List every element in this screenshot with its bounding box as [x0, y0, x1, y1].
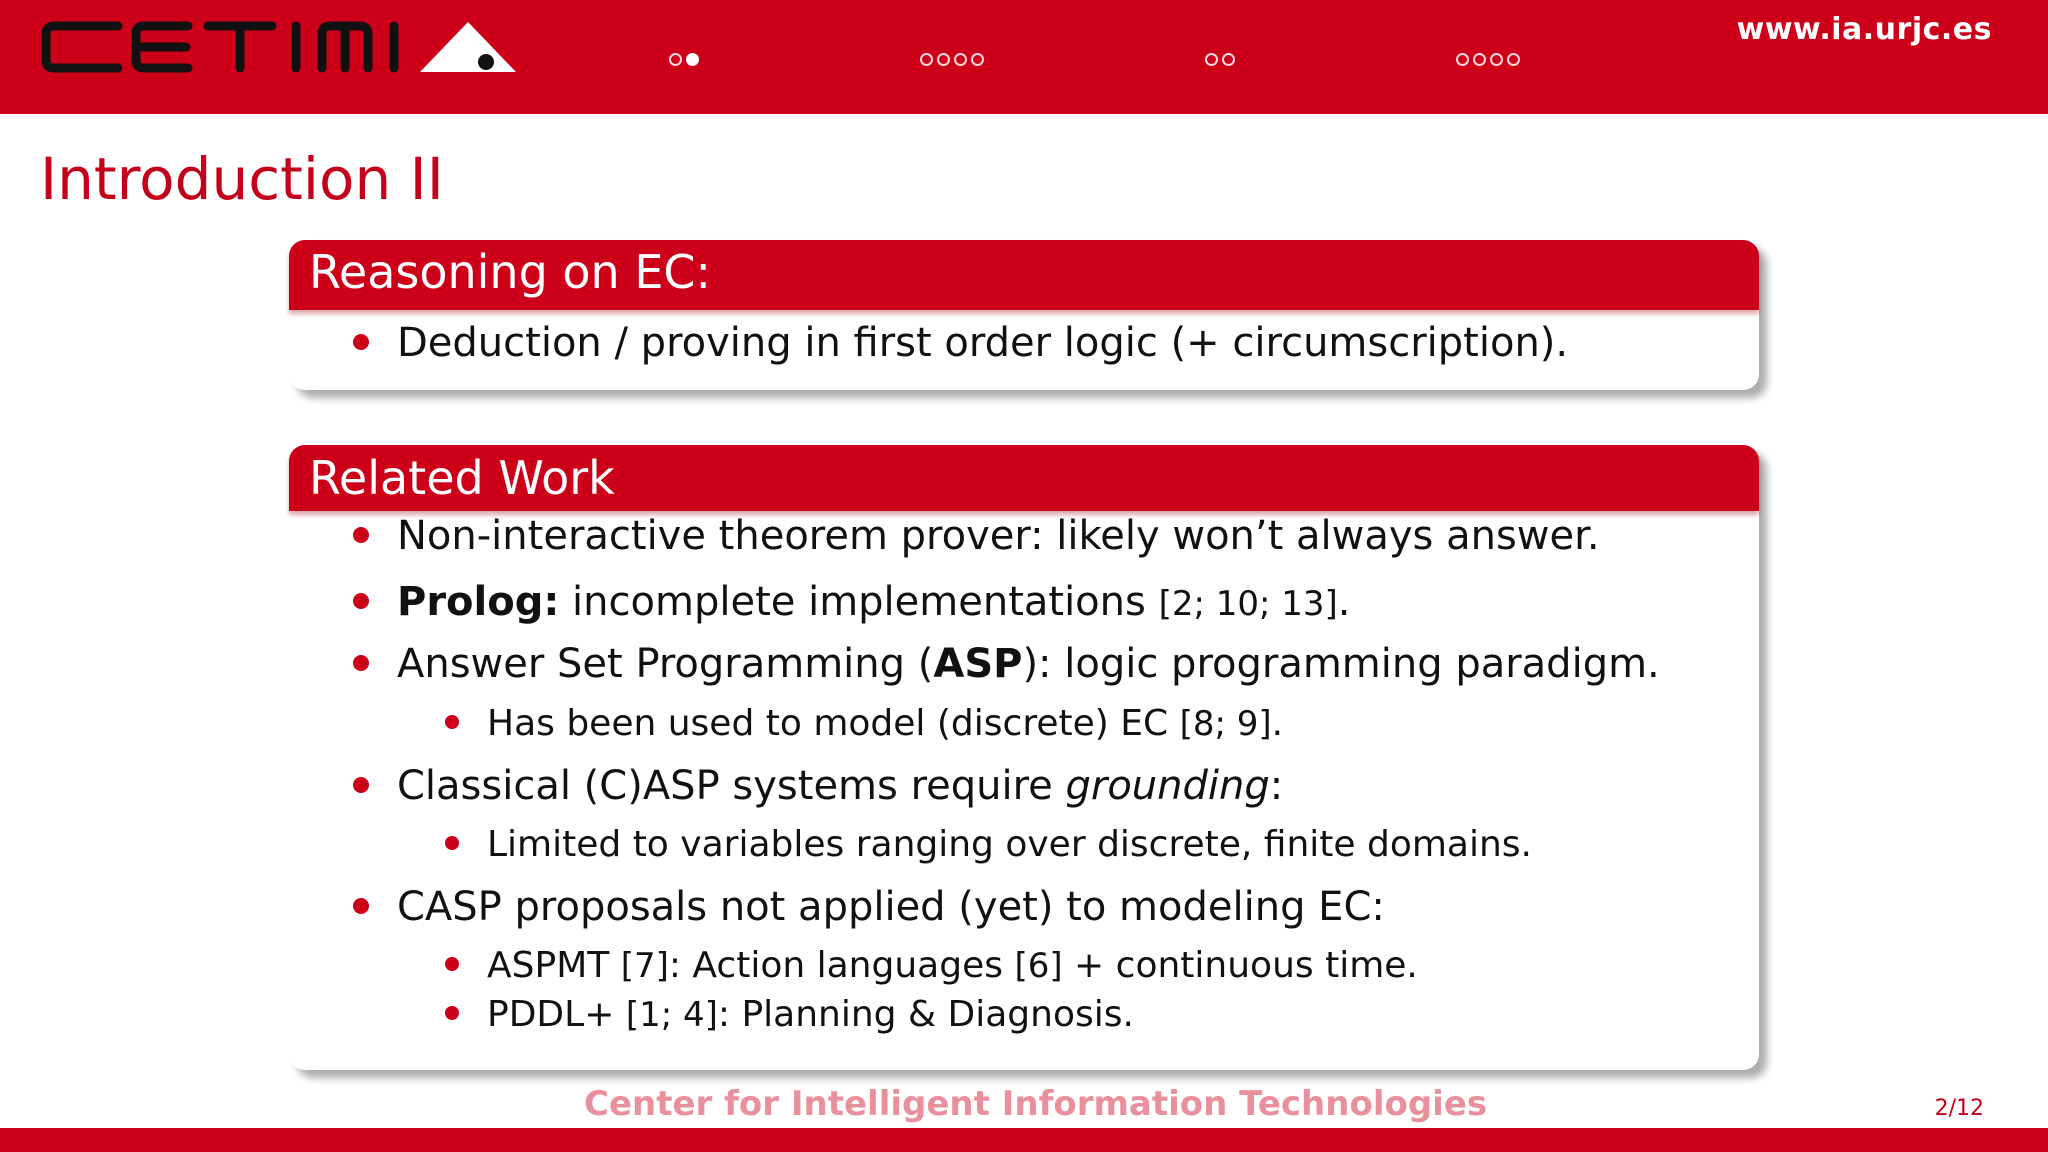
- nav-dot[interactable]: [1456, 53, 1469, 66]
- item-text: Has been used to model (discrete) EC: [487, 703, 1180, 744]
- nav-dot[interactable]: [1507, 53, 1520, 66]
- bullet-icon: [353, 777, 369, 793]
- item-text: Classical (C)ASP systems require: [397, 763, 1066, 809]
- nav-dot[interactable]: [954, 53, 967, 66]
- item-text: PDDL+: [487, 994, 626, 1035]
- bullet-icon: [353, 898, 369, 914]
- bullet-icon: [445, 1006, 459, 1020]
- nav-dot[interactable]: [1222, 53, 1235, 66]
- item-text: Deduction / proving in first order logic (+ circumscription).: [397, 320, 1569, 366]
- item-text-end: .: [1271, 703, 1284, 744]
- nav-dot-current[interactable]: [686, 53, 699, 66]
- item-text-end: + continuous time.: [1062, 945, 1418, 986]
- item-text-end: :: [1269, 763, 1284, 809]
- nav-section-2[interactable]: [920, 44, 984, 74]
- sub-list-item: [487, 824, 1532, 865]
- item-text-end: .: [1337, 579, 1351, 625]
- bullet-icon: [353, 593, 369, 609]
- footer-institution: Center for Intelligent Information Technologies: [584, 1084, 1488, 1124]
- bullet-icon: [353, 527, 369, 543]
- citation[interactable]: [7]: [620, 946, 669, 986]
- item-text: ASPMT: [487, 945, 621, 986]
- item-text: Answer Set Programming (: [397, 641, 934, 687]
- bullet-icon: [353, 334, 369, 350]
- item-text: CASP proposals not applied (yet) to modeling EC:: [397, 884, 1385, 930]
- related-work-block: [289, 445, 1759, 1070]
- reasoning-block-title: Reasoning on EC:: [289, 240, 1759, 310]
- item-bold-text: ASP: [933, 641, 1023, 687]
- website-link[interactable]: www.ia.urjc.es: [1736, 12, 1992, 47]
- item-italic-text: grounding: [1065, 763, 1270, 809]
- footer-bar: [0, 1128, 2048, 1152]
- list-item: [397, 320, 1568, 366]
- list-item: [397, 513, 1600, 559]
- item-text-mid: : Action languages: [668, 945, 1015, 986]
- nav-dot[interactable]: [937, 53, 950, 66]
- nav-section-4[interactable]: [1456, 44, 1520, 74]
- sub-list-item: [487, 994, 1134, 1035]
- nav-dot[interactable]: [1205, 53, 1218, 66]
- list-item: [397, 763, 1283, 809]
- reasoning-block: [289, 240, 1759, 390]
- header-bar: [0, 0, 2048, 114]
- list-item: [397, 641, 1660, 687]
- related-work-block-title: Related Work: [289, 445, 1759, 511]
- sub-list-item: [487, 703, 1283, 744]
- nav-dot[interactable]: [669, 53, 682, 66]
- citation[interactable]: [8; 9]: [1179, 704, 1272, 744]
- nav-dot[interactable]: [971, 53, 984, 66]
- nav-section-3[interactable]: [1205, 44, 1235, 74]
- item-text: incomplete implementations: [559, 579, 1159, 625]
- list-item: [397, 579, 1351, 625]
- citation[interactable]: [2; 10; 13]: [1158, 584, 1338, 624]
- nav-dot[interactable]: [1490, 53, 1503, 66]
- sub-list-item: [487, 945, 1418, 986]
- item-text-end: ): logic programming paradigm.: [1022, 641, 1660, 687]
- citation[interactable]: [1; 4]: [625, 995, 718, 1035]
- item-text-end: : Planning & Diagnosis.: [717, 994, 1134, 1035]
- page-number: 2/12: [1934, 1096, 1984, 1121]
- bullet-icon: [353, 655, 369, 671]
- item-text: Non-interactive theorem prover: likely won’t always answer.: [397, 513, 1600, 559]
- nav-section-1[interactable]: [669, 44, 699, 74]
- bullet-icon: [445, 957, 459, 971]
- item-text: Limited to variables ranging over discrete, finite domains.: [487, 824, 1533, 865]
- citation[interactable]: [6]: [1014, 946, 1063, 986]
- nav-dot[interactable]: [1473, 53, 1486, 66]
- section-navigation: [0, 44, 1600, 74]
- item-bold-text: Prolog:: [397, 579, 560, 625]
- bullet-icon: [445, 715, 459, 729]
- bullet-icon: [445, 836, 459, 850]
- list-item: [397, 884, 1385, 930]
- page-title: Introduction II: [40, 145, 444, 213]
- nav-dot[interactable]: [920, 53, 933, 66]
- logo-text: CETINIA: [40, 16, 44, 17]
